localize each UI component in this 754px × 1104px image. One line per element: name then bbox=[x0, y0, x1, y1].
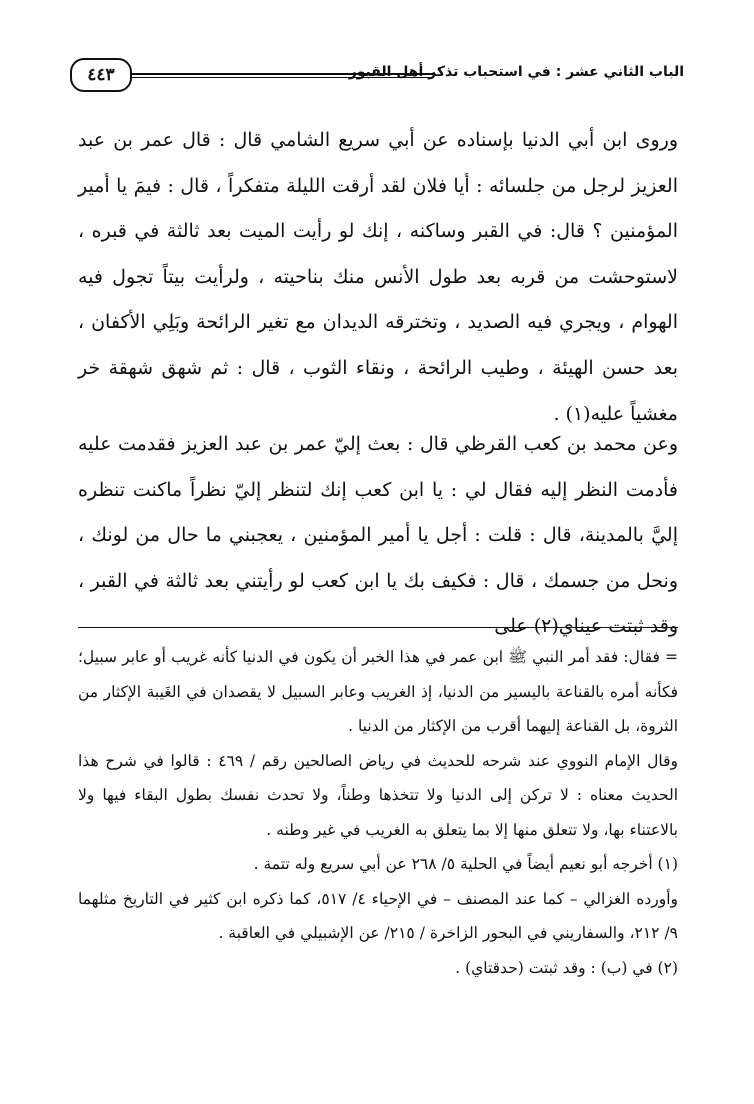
footnote: (١) أخرجه أبو نعيم أيضاً في الحلية ٥/ ٢٦٨ عن أبي سريع وله تتمة . bbox=[253, 855, 678, 873]
chapter-title: الباب الثاني عشر : في استحباب تذكر أهل القبور bbox=[348, 64, 684, 80]
footnote: وأورده الغزالي – كما عند المصنف – في الإحياء ٤/ ٥١٧، كما ذكره ابن كثير في التاريخ مثلهما ٩/ ٢١٢، والسفاريني في البحور الزاخرة / ٢١٥/ عن الإشبيلي في العاقبة . bbox=[78, 889, 678, 942]
footnote-separator bbox=[78, 627, 678, 628]
footnote: وقال الإمام النووي عند شرحه للحديث في رياض الصالحين رقم / ٤٦٩ : قالوا في شرح هذا الحديث معناه : لا تركن إلى الدنيا ولا تتخذها وطناً، ولا تحدث نفسك بطول البقاء فيها ولا بالاعتناء بها، ولا تتعلق منها إلا بما يتعلق به الغريب في غير وطنه . bbox=[78, 751, 678, 839]
main-text-block-2 bbox=[78, 422, 678, 650]
page-number: ٤٤٣ bbox=[70, 58, 132, 92]
footnotes bbox=[78, 640, 678, 985]
paragraph: وروى ابن أبي الدنيا بإسناده عن أبي سريع الشامي قال : قال عمر بن عبد العزيز لرجل من جلسائه : أيا فلان لقد أرقت الليلة متفكراً ، قال : فيمَ يا أمير المؤمنين ؟ قال: في القبر وساكنه ، إنك لو رأيت الميت بعد ثالثة في قبره ، لاستوحشت من قربه بعد طول الأنس منك بناحيته ، ولرأيت بيتاً تجول فيه الهوام ، ويجري فيه الصديد ، وتخترقه الديدان مع تغير الرائحة وبَلِي الأكفان ، بعد حسن الهيئة ، وطيب الرائحة ، ونقاء الثوب ، قال : ثم شهق شهقة خر مغشياً عليه(١) . bbox=[78, 129, 678, 425]
main-text-block-1 bbox=[78, 118, 678, 437]
running-header bbox=[70, 58, 684, 94]
paragraph: وعن محمد بن كعب القرظي قال : بعث إليّ عمر بن عبد العزيز فقدمت عليه فأدمت النظر إليه فقال لي : يا ابن كعب إنك لتنظر إليّ نظراً ماكنت تنظره إليَّ بالمدينة، قال : قلت : أجل يا أمير المؤمنين ، يعجبني ما حال من لونك ، ونحل من جسمك ، قال : فكيف بك يا ابن كعب لو رأيتني بعد ثالثة في القبر ، وقد ثبتت عيناي(٢) على bbox=[78, 433, 678, 638]
footnote: (٢) في (ب) : وقد ثبتت (حدقتاي) . bbox=[455, 958, 678, 977]
footnote: = فقال: فقد أمر النبي ﷺ ابن عمر في هذا الخبر أن يكون في الدنيا كأنه غريب أو عابر سبيل؛ فكأنه أمره بالقناعة باليسير من الدنيا، إذ الغريب وعابر السبيل لا يقصدان في الغَيبة الإكثار من الثروة، بل القناعة إليهما أقرب من الإكثار من الدنيا . bbox=[78, 648, 678, 735]
